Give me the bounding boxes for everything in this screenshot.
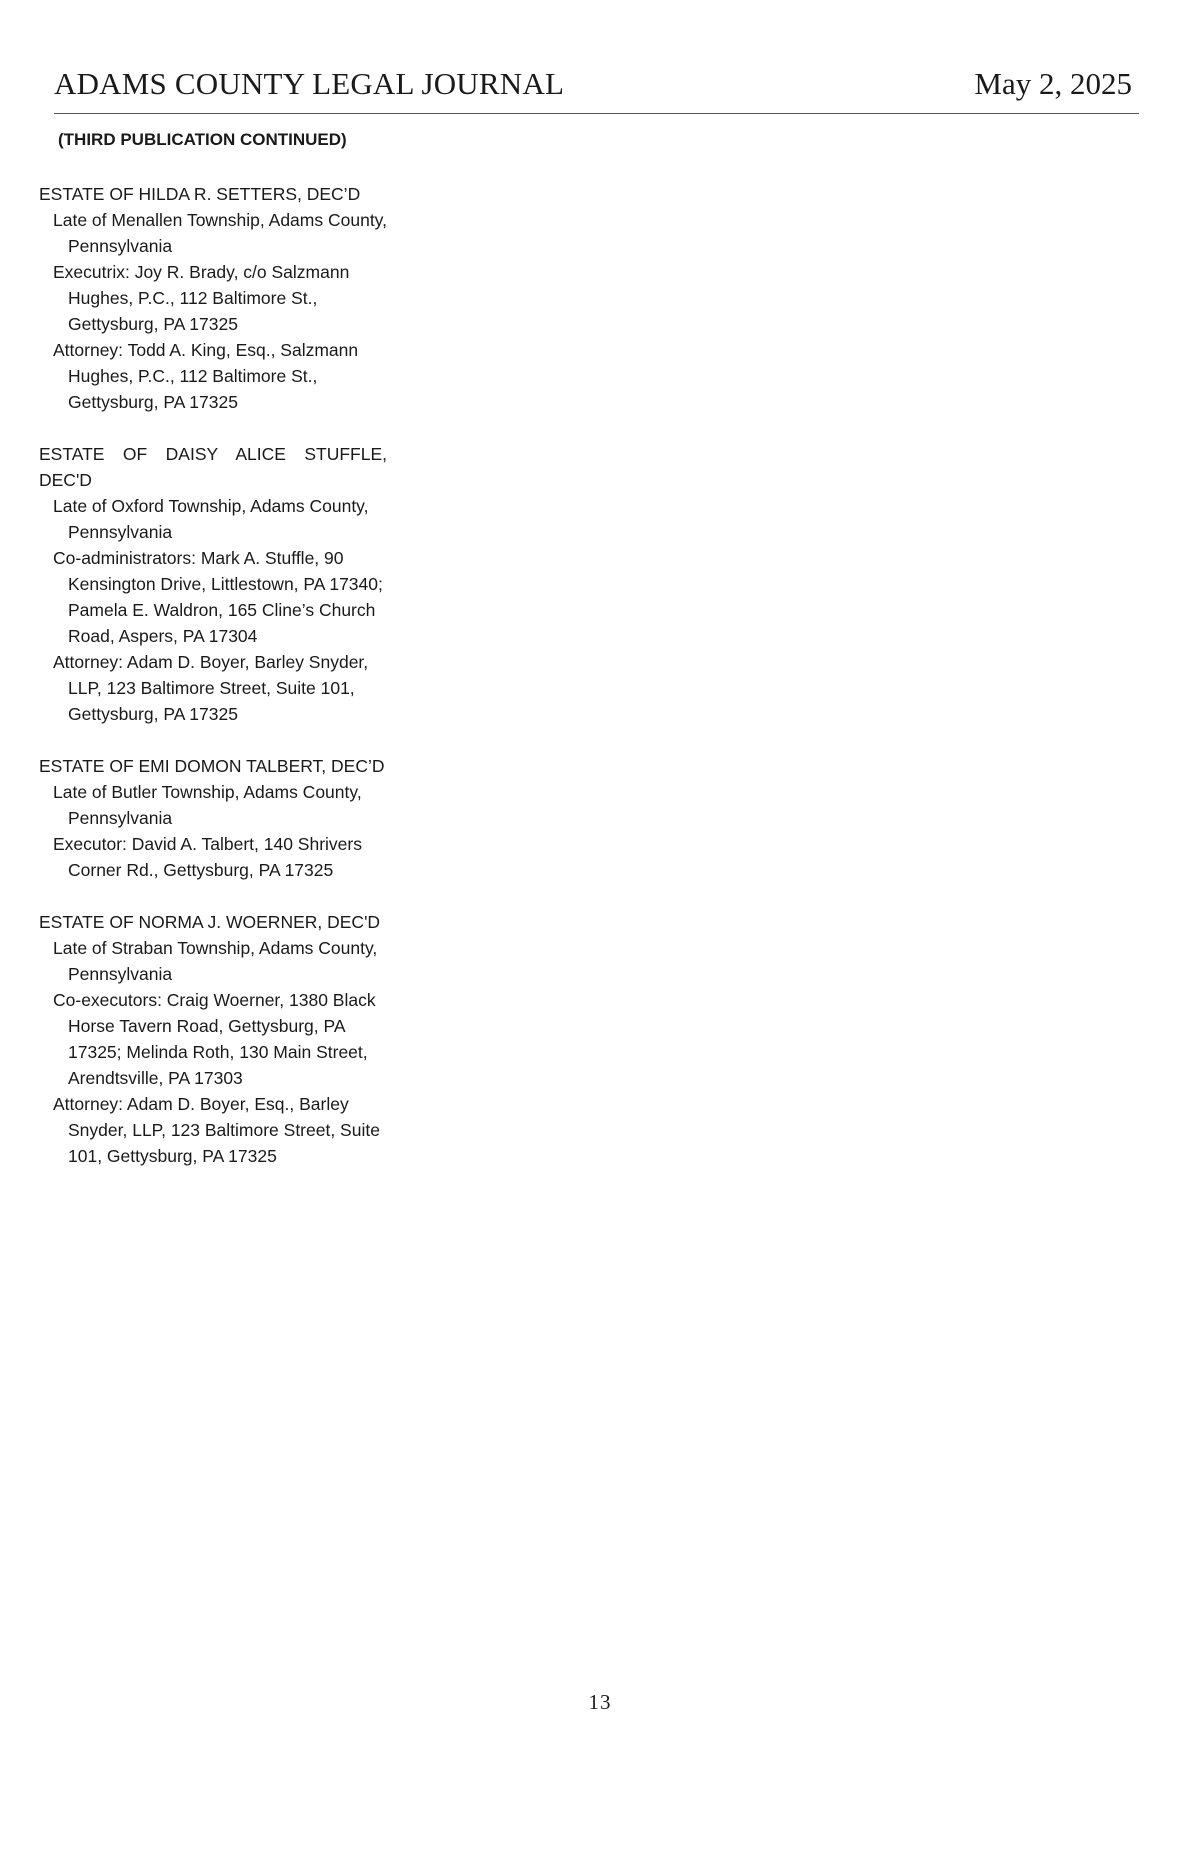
estate-residence: Late of Menallen Township, Adams County, Pennsylvania — [53, 210, 387, 256]
page-header — [54, 66, 1134, 106]
estate-name: ESTATE OF NORMA J. WOERNER, DEC'D — [39, 912, 381, 932]
estate-executrix: Executrix: Joy R. Brady, c/o Salzmann Hughes, P.C., 112 Baltimore St., Gettysburg, PA 17325 — [53, 262, 350, 334]
header-divider — [54, 113, 1139, 114]
estate-attorney: Attorney: Adam D. Boyer, Esq., Barley Snyder, LLP, 123 Baltimore Street, Suite 101, Gettysburg, PA 17325 — [53, 1094, 380, 1166]
estate-notice — [39, 181, 387, 415]
estate-notice — [39, 441, 387, 727]
estate-attorney: Attorney: Adam D. Boyer, Barley Snyder, LLP, 123 Baltimore Street, Suite 101, Gettysburg, PA 17325 — [53, 652, 369, 724]
estate-residence: Late of Butler Township, Adams County, Pennsylvania — [53, 782, 362, 828]
journal-title: ADAMS COUNTY LEGAL JOURNAL — [54, 66, 565, 101]
estate-notices — [39, 181, 387, 1195]
page-number: 13 — [588, 1690, 612, 1714]
estate-residence: Late of Oxford Township, Adams County, Pennsylvania — [53, 496, 369, 542]
estate-name: ESTATE OF EMI DOMON TALBERT, DEC’D — [39, 756, 385, 776]
estate-residence: Late of Straban Township, Adams County, Pennsylvania — [53, 938, 378, 984]
estate-name: ESTATE OF HILDA R. SETTERS, DEC’D — [39, 184, 361, 204]
estate-name: ESTATE OF DAISY ALICE STUFFLE, DEC'D — [39, 444, 387, 490]
estate-co-executors: Co-executors: Craig Woerner, 1380 Black Horse Tavern Road, Gettysburg, PA 17325; Melinda Roth, 130 Main Street, Arendtsville, PA 17303 — [53, 990, 376, 1088]
estate-co-administrators: Co-administrators: Mark A. Stuffle, 90 Kensington Drive, Littlestown, PA 17340; Pamela E. Waldron, 165 Cline’s Church Road, Aspers, PA 17304 — [53, 548, 383, 646]
issue-date: May 2, 2025 — [974, 66, 1132, 101]
estate-attorney: Attorney: Todd A. King, Esq., Salzmann Hughes, P.C., 112 Baltimore St., Gettysburg, PA 17325 — [53, 340, 359, 412]
section-heading: (THIRD PUBLICATION CONTINUED) — [58, 130, 347, 149]
estate-notice — [39, 909, 387, 1169]
estate-notice — [39, 753, 387, 883]
estate-executor: Executor: David A. Talbert, 140 Shrivers Corner Rd., Gettysburg, PA 17325 — [53, 834, 362, 880]
